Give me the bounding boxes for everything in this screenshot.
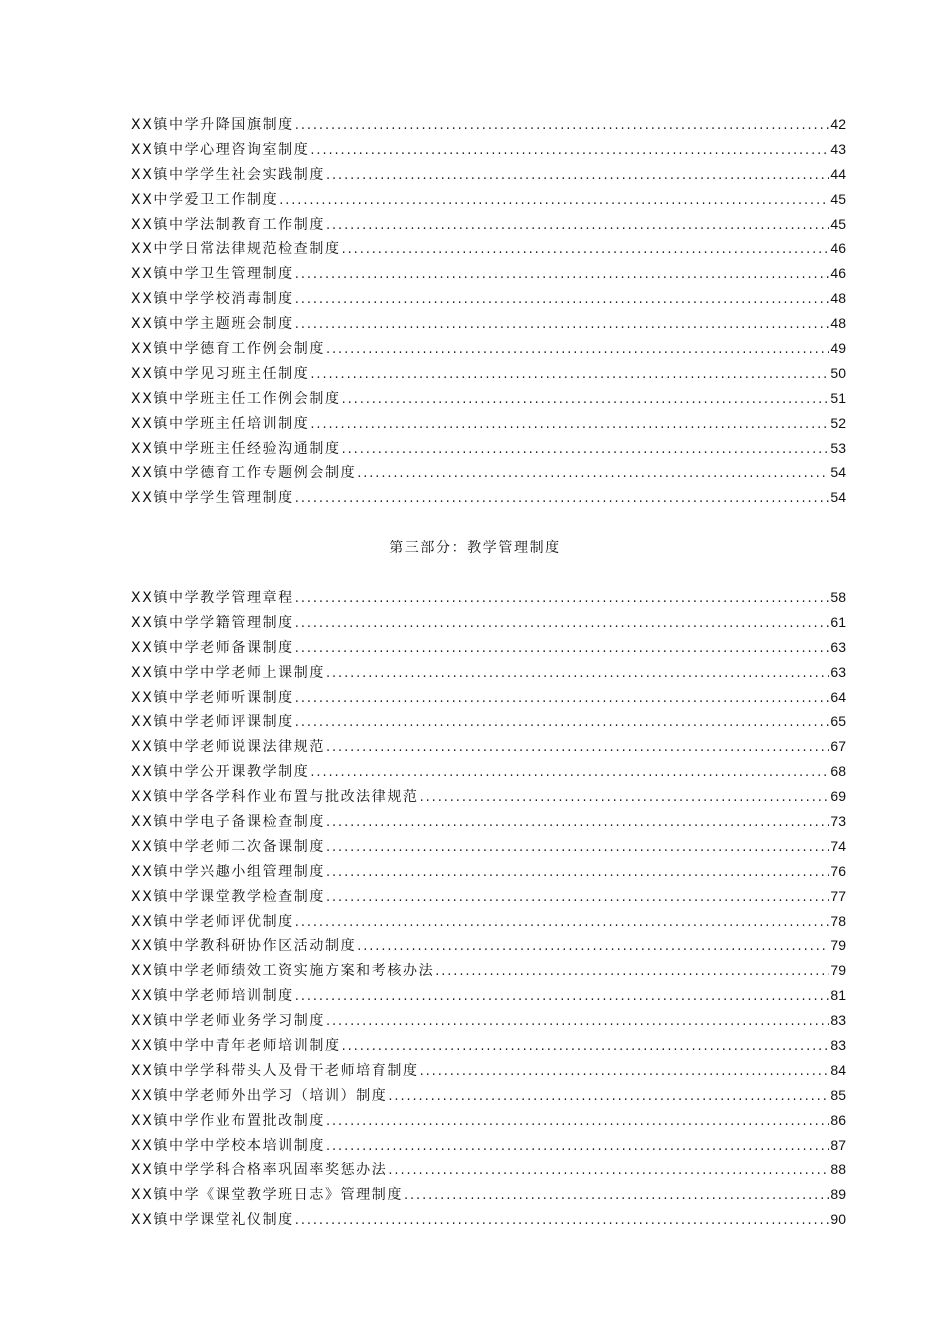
toc-entry-title: XX镇中学中学老师上课制度 [131,664,325,681]
toc-entry[interactable] [131,1182,846,1207]
toc-entry[interactable] [131,336,846,361]
toc-entry[interactable] [131,1157,846,1182]
toc-entry[interactable] [131,236,846,261]
toc-entry-title: XX镇中学班主任培训制度 [131,415,310,432]
toc-leader-dots [326,811,829,836]
toc-entry-title: XX镇中学卫生管理制度 [131,266,294,283]
toc-leader-dots [326,1110,829,1135]
toc-entry[interactable] [131,909,846,934]
toc-leader-dots [295,587,830,612]
toc-entry[interactable] [131,311,846,336]
toc-leader-dots [388,1159,829,1184]
toc-leader-dots [295,487,830,512]
toc-entry-title: XX镇中学学校消毒制度 [131,291,294,308]
toc-entry-page-number: 86 [830,1111,846,1128]
toc-entry-page-number: 63 [830,638,846,655]
toc-entry-page-number: 77 [830,887,846,904]
toc-entry[interactable] [131,1033,846,1058]
toc-leader-dots [420,1060,830,1085]
toc-leader-dots [295,313,830,338]
toc-entry-page-number: 79 [830,937,846,954]
toc-entry-page-number: 43 [830,140,846,157]
toc-entry[interactable] [131,162,846,187]
toc-entry-title: XX镇中学公开课教学制度 [131,764,310,781]
toc-entry-title: XX镇中学学科合格率巩固率奖惩办法 [131,1162,388,1179]
toc-entry-title: XX镇中学教学管理章程 [131,590,294,606]
toc-leader-dots [326,886,829,911]
section-heading-part3: 第三部分：教学管理制度 [389,540,561,556]
toc-entry-title: XX镇中学学生社会实践制度 [131,166,325,183]
toc-entry[interactable] [131,983,846,1008]
toc-entry-page-number: 84 [830,1061,846,1078]
toc-entry-page-number: 76 [830,862,846,879]
toc-leader-dots [295,985,830,1010]
toc-entry[interactable] [131,884,846,909]
toc-leader-dots [310,413,829,438]
toc-leader-dots [326,861,829,886]
toc-entry-page-number: 51 [830,389,846,406]
toc-entry-page-number: 65 [830,713,846,730]
toc-leader-dots [326,214,829,239]
toc-leader-dots [357,462,829,487]
toc-leader-dots [295,263,830,288]
toc-leader-dots [326,338,829,363]
toc-entry-title: XX镇中学中青年老师培训制度 [131,1038,341,1055]
toc-entry[interactable] [131,386,846,411]
toc-entry-page-number: 64 [830,688,846,705]
toc-leader-dots [295,288,830,313]
toc-entry[interactable] [131,610,846,635]
toc-entry-title: XX镇中学老师二次备课制度 [131,838,325,855]
toc-entry-page-number: 87 [830,1136,846,1153]
toc-entry[interactable] [131,635,846,660]
toc-leader-dots [310,761,829,786]
toc-entry-title: XX镇中学课堂礼仪制度 [131,1212,294,1229]
toc-entry[interactable] [131,137,846,162]
toc-entry-page-number: 45 [830,190,846,207]
toc-entry-title: XX镇中学老师评优制度 [131,913,294,930]
toc-entry-title: XX中学爱卫工作制度 [131,191,279,208]
toc-entry[interactable] [131,958,846,983]
toc-list-part3 [131,585,846,1232]
toc-entry-page-number: 63 [830,663,846,680]
toc-leader-dots [357,935,829,960]
toc-entry-page-number: 48 [830,315,846,332]
toc-entry-page-number: 49 [830,340,846,357]
toc-entry[interactable] [131,1083,846,1108]
toc-entry[interactable] [131,1008,846,1033]
toc-entry-page-number: 52 [830,414,846,431]
toc-leader-dots [295,687,830,712]
toc-entry-title: XX镇中学法制教育工作制度 [131,216,325,233]
toc-entry-title: XX镇中学各学科作业布置与批改法律规范 [131,789,419,806]
toc-entry[interactable] [131,1133,846,1158]
toc-leader-dots [326,662,829,687]
toc-leader-dots [342,438,830,463]
toc-entry[interactable] [131,187,846,212]
toc-entry-page-number: 69 [830,788,846,805]
toc-entry-page-number: 83 [830,1037,846,1054]
toc-entry-page-number: 54 [830,489,846,506]
toc-leader-dots [404,1184,829,1209]
toc-entry[interactable] [131,1108,846,1133]
toc-entry-title: XX镇中学课堂教学检查制度 [131,888,325,905]
toc-entry-page-number: 61 [830,613,846,630]
toc-entry[interactable] [131,436,846,461]
toc-entry[interactable] [131,485,846,510]
toc-entry[interactable] [131,660,846,685]
toc-entry[interactable] [131,361,846,386]
toc-leader-dots [342,1035,830,1060]
toc-entry-title: XX镇中学中学校本培训制度 [131,1137,325,1154]
toc-leader-dots [310,363,829,388]
toc-entry[interactable] [131,286,846,311]
toc-entry-page-number: 44 [830,165,846,182]
toc-entry-title: XX镇中学学生管理制度 [131,490,294,507]
toc-entry[interactable] [131,1207,846,1232]
toc-entry[interactable] [131,460,846,485]
toc-entry[interactable] [131,859,846,884]
toc-entry[interactable] [131,585,846,610]
toc-leader-dots [295,911,830,936]
toc-entry-title: XX镇中学老师培训制度 [131,988,294,1005]
toc-leader-dots [420,786,830,811]
toc-leader-dots [326,1010,829,1035]
toc-entry-title: XX中学日常法律规范检查制度 [131,241,341,258]
toc-entry-page-number: 89 [830,1186,846,1203]
toc-entry-title: XX镇中学作业布置批改制度 [131,1112,325,1129]
toc-entry-title: XX镇中学升降国旗制度 [131,117,294,133]
toc-entry[interactable] [131,834,846,859]
toc-entry-title: XX镇中学主题班会制度 [131,316,294,333]
toc-entry[interactable] [131,734,846,759]
toc-entry-page-number: 42 [830,116,846,132]
toc-entry-page-number: 46 [830,265,846,282]
toc-leader-dots [295,637,830,662]
toc-leader-dots [295,711,830,736]
toc-entry-title: XX镇中学见习班主任制度 [131,365,310,382]
toc-entry-title: XX镇中学教科研协作区活动制度 [131,938,357,955]
toc-entry[interactable] [131,784,846,809]
toc-entry-title: XX镇中学班主任工作例会制度 [131,390,341,407]
toc-leader-dots [342,388,830,413]
toc-entry-title: XX镇中学班主任经验沟通制度 [131,440,341,457]
toc-entry-title: XX镇中学电子备课检查制度 [131,814,325,831]
toc-entry-title: XX镇中学学籍管理制度 [131,614,294,631]
toc-entry-title: XX镇中学老师备课制度 [131,639,294,656]
toc-entry-title: XX镇中学心理咨询室制度 [131,141,310,158]
toc-entry[interactable] [131,112,846,137]
toc-entry-page-number: 74 [830,837,846,854]
toc-entry-title: XX镇中学老师业务学习制度 [131,1013,325,1030]
toc-entry[interactable] [131,759,846,784]
toc-entry-page-number: 67 [830,738,846,755]
toc-entry[interactable] [131,933,846,958]
toc-leader-dots [295,612,830,637]
toc-leader-dots [342,238,830,263]
toc-leader-dots [326,836,829,861]
toc-entry-page-number: 46 [830,240,846,257]
toc-entry[interactable] [131,709,846,734]
toc-leader-dots [310,139,829,164]
toc-entry-title: XX镇中学老师听课制度 [131,689,294,706]
toc-leader-dots [279,189,829,214]
toc-entry-page-number: 48 [830,290,846,307]
toc-entry-page-number: 50 [830,364,846,381]
toc-leader-dots [295,114,830,139]
toc-entry[interactable] [131,411,846,436]
toc-entry-page-number: 54 [830,464,846,481]
toc-entry-title: XX镇中学学科带头人及骨干老师培育制度 [131,1062,419,1079]
toc-leader-dots [326,164,829,189]
toc-entry[interactable] [131,1058,846,1083]
toc-entry-page-number: 45 [830,215,846,232]
toc-entry-title: XX镇中学老师说课法律规范 [131,739,325,756]
toc-entry-title: XX镇中学老师绩效工资实施方案和考核办法 [131,963,435,980]
toc-entry-page-number: 73 [830,813,846,830]
toc-entry-title: XX镇中学老师评课制度 [131,714,294,731]
toc-entry-title: XX镇中学兴趣小组管理制度 [131,863,325,880]
toc-entry-page-number: 90 [830,1211,846,1228]
toc-leader-dots [435,960,829,985]
toc-leader-dots [326,736,829,761]
toc-entry-page-number: 58 [830,589,846,605]
toc-entry[interactable] [131,212,846,237]
toc-entry-title: XX镇中学《课堂教学班日志》管理制度 [131,1187,403,1204]
toc-list-part2 [131,112,846,510]
toc-leader-dots [326,1135,829,1160]
toc-leader-dots [295,1209,830,1234]
toc-entry-title: XX镇中学德育工作专题例会制度 [131,465,357,482]
toc-leader-dots [388,1085,829,1110]
toc-entry-page-number: 78 [830,912,846,929]
toc-entry-page-number: 53 [830,439,846,456]
toc-entry-title: XX镇中学老师外出学习（培训）制度 [131,1087,388,1104]
toc-entry-page-number: 68 [830,763,846,780]
toc-entry-title: XX镇中学德育工作例会制度 [131,341,325,358]
toc-entry[interactable] [131,261,846,286]
toc-entry-page-number: 85 [830,1086,846,1103]
toc-entry[interactable] [131,809,846,834]
toc-entry-page-number: 83 [830,1012,846,1029]
toc-entry-page-number: 88 [830,1161,846,1178]
toc-entry[interactable] [131,685,846,710]
toc-entry-page-number: 79 [830,962,846,979]
toc-entry-page-number: 81 [830,987,846,1004]
